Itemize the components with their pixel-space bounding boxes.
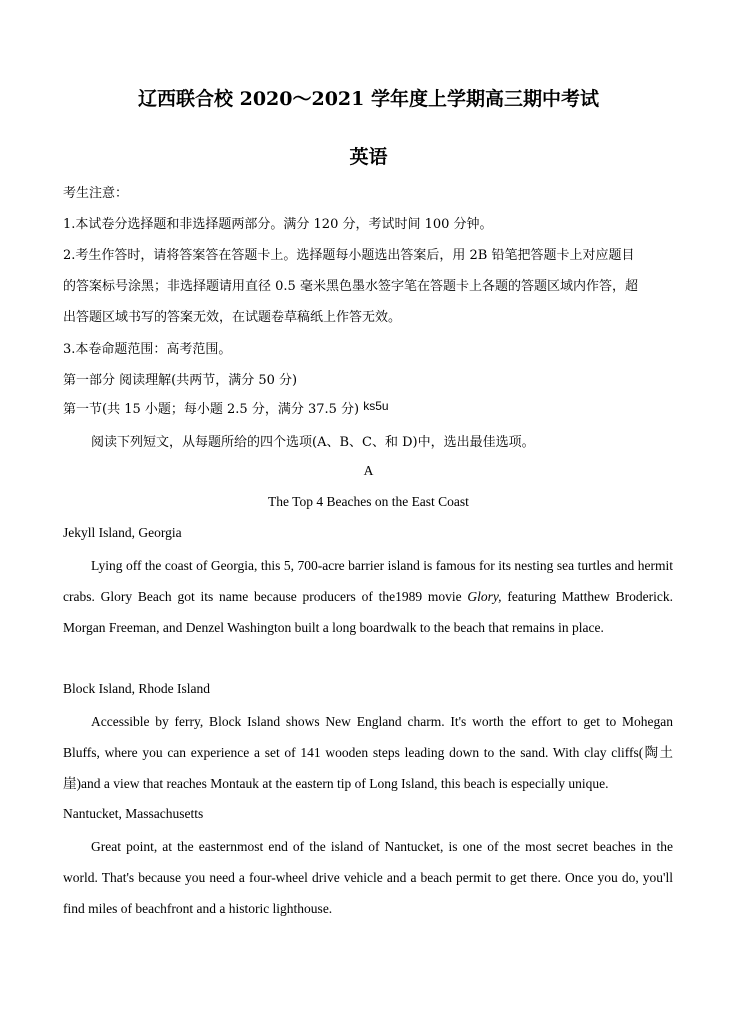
beach-1-name: Jekyll Island, Georgia (63, 525, 182, 540)
notice-item-2-line-2: 的答案标号涂黑；非选择题请用直径 0.5 毫米黑色墨水签字笔在答题卡上各题的答题区域内作答，超 (63, 279, 638, 294)
section-one-heading (63, 398, 389, 417)
subject-title: 英语 (349, 146, 388, 168)
exam-title: 辽西联合校 2020～2021 学年度上学期高三期中考试 (138, 88, 599, 110)
section-one-text: 第一节(共 15 小题；每小题 2.5 分，满分 37.5 分) (63, 402, 360, 417)
notice-item-3: 3.本卷命题范围：高考范围。 (63, 342, 232, 357)
beach-1-text-a: Lying off the coast of Georgia, this 5, 700-acre barrier island is famous for its nesting sea turtles and hermit crabs. Glory Beach got its name because producers of the1989 movie (63, 558, 673, 604)
passage-title: The Top 4 Beaches on the East Coast (268, 494, 469, 509)
beach-2-name: Block Island, Rhode Island (63, 681, 210, 696)
notice-heading: 考生注意： (63, 186, 129, 201)
beach-1-paragraph (63, 550, 673, 643)
beach-3-paragraph: Great point, at the easternmost end of the island of Nantucket, is one of the most secret beaches in the world. That's because you need a four-wheel drive vehicle and a beach permit to get there. Once you do, you'll find miles of beachfront and a historic lighthouse. (63, 839, 673, 916)
beach-3-name: Nantucket, Massachusetts (63, 806, 204, 821)
beach-1-text-b: featuring Matthew Broderick. Morgan Freeman, and Denzel Washington built a long boardwalk to the beach that remains in place. (63, 589, 673, 635)
passage-label: A (363, 463, 374, 478)
beach-2-paragraph: Accessible by ferry, Block Island shows New England charm. It's worth the effort to get to Mohegan Bluffs, where you can experience a set of 141 wooden steps leading down to the sand. With clay cliffs(陶土崖)and a view that reaches Montauk at the eastern tip of Long Island, this beach is especially unique. (63, 714, 673, 791)
notice-item-2-line-3: 出答题区域书写的答案无效，在试题卷草稿纸上作答无效。 (63, 310, 402, 325)
notice-item-1: 1.本试卷分选择题和非选择题两部分。满分 120 分，考试时间 100 分钟。 (63, 217, 493, 232)
beach-1-movie-title: Glory, (467, 589, 502, 604)
part-one-heading: 第一部分 阅读理解(共两节，满分 50 分) (63, 373, 298, 388)
reading-instruction: 阅读下列短文，从每题所给的四个选项(A、B、C、和 D)中，选出最佳选项。 (91, 435, 535, 450)
notice-item-2-line-1: 2.考生作答时，请将答案答在答题卡上。选择题每小题选出答案后，用 2B 铅笔把答题卡上对应题目 (63, 248, 635, 263)
watermark-text: ks5u (363, 399, 389, 413)
